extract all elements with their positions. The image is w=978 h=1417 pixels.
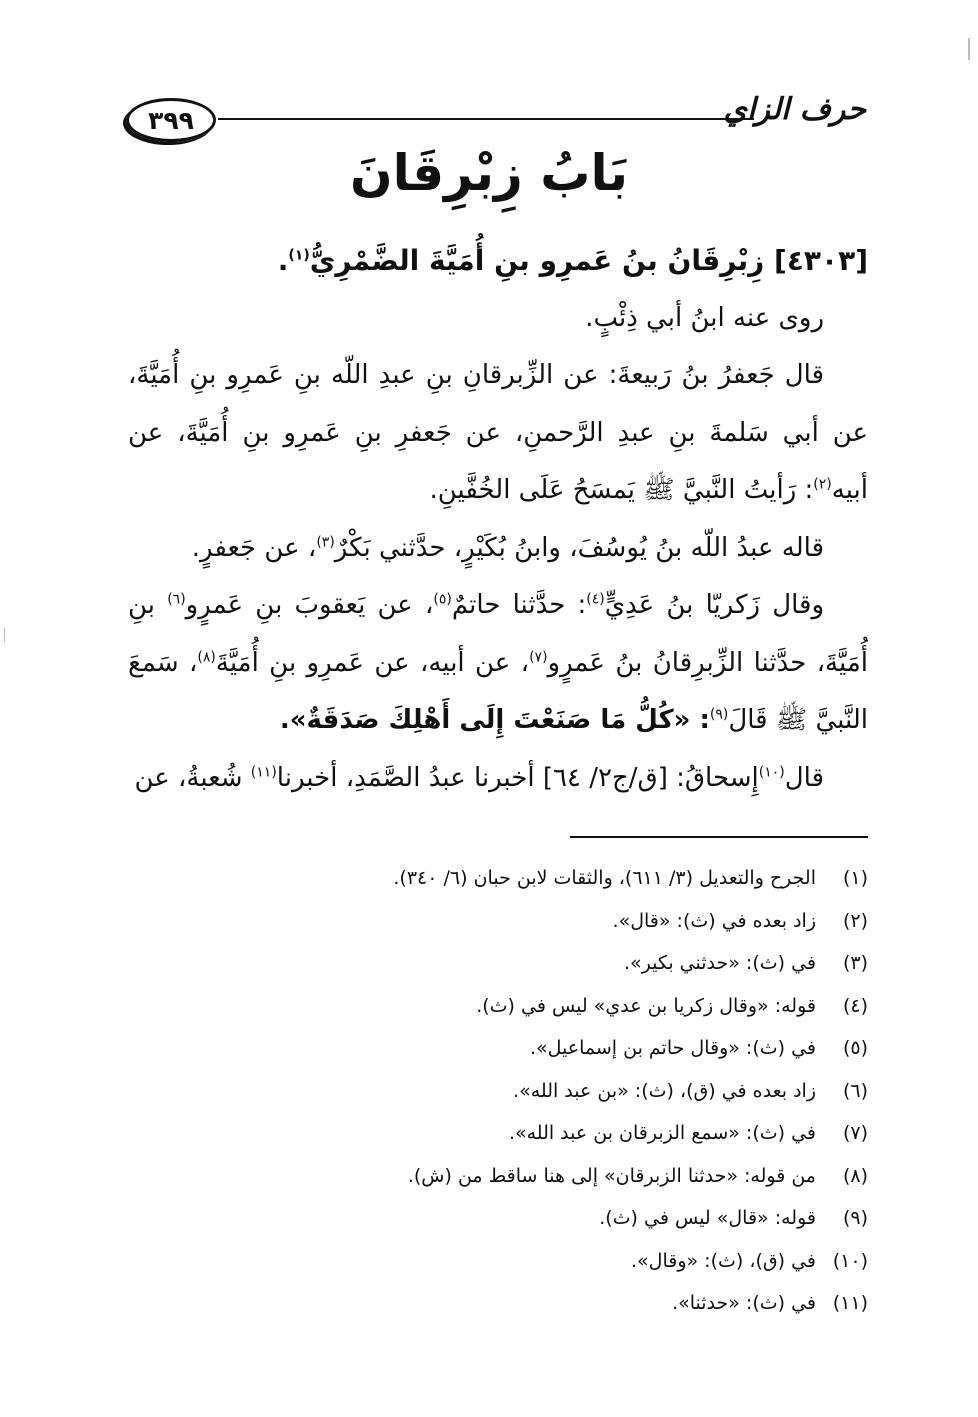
footnote-ref-8: (٨): [197, 648, 216, 665]
footnote-number: (٦): [842, 1079, 868, 1102]
paragraph-4-text-c: ، عن يَعقوبَ بنِ عَمرٍو: [185, 590, 434, 620]
footnote: [128, 857, 868, 900]
chapter-title: بَابُ زِبْرِقَانَ: [349, 144, 629, 202]
footnote-text: زاد بعده في (ق)، (ث): «بن عبد الله».: [513, 1079, 816, 1102]
paragraph-5-text-a: قال: [784, 762, 824, 793]
footnote: [128, 1112, 868, 1155]
footnote-text: في (ث): «وقال حاتم بن إسماعيل».: [529, 1037, 816, 1059]
paragraph-3: [128, 520, 868, 578]
entry-heading: [128, 232, 868, 290]
entry-heading-end: .: [277, 244, 289, 277]
paragraph-4-text-e: ، عن أبيه، عن عَمرِو بنِ أُمَيَّةَ: [215, 647, 530, 678]
footnote: [128, 985, 868, 1028]
entry-heading-text: [٤٣٠٣] زِبْرِقَانُ بنُ عَمرِو بنِ أُمَيَّةَ الضَّمْرِيُّ: [309, 244, 868, 277]
footnote-number: (٥): [842, 1037, 868, 1059]
paragraph-4: [128, 577, 868, 750]
main-text: [128, 232, 868, 807]
footnote-number: (١٠): [832, 1249, 868, 1272]
footnote: [128, 1070, 868, 1113]
footnote: [128, 1282, 868, 1325]
footnote: [128, 942, 868, 985]
footnote-number: (٧): [842, 1122, 868, 1144]
footnote: [128, 1197, 868, 1240]
paragraph-5: [128, 750, 868, 808]
paragraph-2-text: قال جَعفرُ بنُ رَبيعةَ: عن الزِّبرقانِ بنِ عبدِ اللّه بنِ عَمرِو بنِ أُمَيَّةَ، عن أبي سَلمةَ بنِ عبدِ الرَّحمنِ، عن جَعفرِ بنِ عَمرِو بنِ أُمَيَّةَ، عن أبيه: [128, 360, 868, 505]
margin-mark-left: [4, 628, 5, 642]
footnote-ref-11: (١١): [250, 763, 277, 780]
footnote-ref-1: (١): [288, 247, 310, 264]
paragraph-3-text-end: ، عن جَعفرٍ.: [191, 532, 317, 563]
footnote-ref-2: (٢): [813, 476, 832, 493]
running-title: حرف الزاي: [723, 92, 866, 127]
paragraph-2-text-end: : رَأيتُ النَّبيَّ ﷺ يَمسَحُ عَلَى الخُفَّينِ.: [429, 475, 814, 505]
footnote-number: (١): [842, 867, 868, 889]
footnote: [128, 1155, 868, 1198]
footnote: [128, 1240, 868, 1283]
footnote-text: قوله: «وقال زكريا بن عدي» ليس في (ث).: [476, 994, 816, 1017]
paragraph-2: [128, 347, 868, 520]
footnote-number: (٤): [842, 994, 868, 1017]
footnote-text: الجرح والتعديل (٣/ ٦١١)، والثقات لابن حبان (٦/ ٣٤٠).: [393, 867, 816, 889]
footnote-text: من قوله: «حدثنا الزبرقان» إلى هنا ساقط من (ش).: [407, 1164, 816, 1187]
footnote: [128, 900, 868, 943]
paragraph-3-text: قاله عبدُ اللّه بنُ يُوسُفَ، وابنُ بُكَيْرٍ، حدَّثني بَكْرٌ: [334, 532, 824, 563]
paragraph-5-text-c: شُعبةُ، عن: [134, 762, 251, 793]
footnote-ref-10: (١٠): [758, 763, 785, 780]
footnote-ref-4: (٤): [586, 591, 605, 608]
footnote-text: زاد بعده في (ث): «قال».: [612, 909, 816, 932]
footnote-number: (١١): [832, 1292, 868, 1314]
footnote-ref-3: (٣): [316, 533, 335, 550]
footnote-ref-9: (٩): [709, 706, 729, 723]
margin-mark-right: [968, 38, 970, 60]
footnote-ref-5: (٥): [433, 591, 452, 608]
footnote-number: (٢): [842, 909, 868, 932]
paragraph-5-text-b: إِسحاقُ: [ق/ج٢/ ٦٤] أخبرنا عبدُ الصَّمَدِ، أخبرنا: [276, 762, 759, 793]
page-number: ٣٩٩: [126, 98, 216, 142]
footnote: [128, 1027, 868, 1070]
footnote-ref-7: (٧): [529, 648, 548, 665]
page-header: [126, 92, 866, 146]
paragraph-4-text-d: بنِ أُمَيَّةَ، حدَّثنا الزِّبرِقانُ بنُ عَمرٍو: [128, 590, 868, 678]
hadith-quote: : «كُلُّ مَا صَنَعْتَ إِلَى أَهْلِكَ صَدَقَةٌ».: [279, 705, 710, 735]
paragraph-1: روى عنه ابنُ أبي ذِئْبٍ.: [585, 302, 824, 333]
footnote-number: (٣): [842, 952, 868, 974]
footnotes: [128, 857, 868, 1325]
header-rule: [218, 118, 754, 120]
paragraph-4-text-b: : حدَّثنا حاتمٌ: [451, 590, 587, 620]
paragraph-4-text-f: ، سَمعَ النَّبيَّ ﷺ قَالَ: [128, 647, 868, 735]
footnote-ref-6: (٦): [167, 591, 186, 608]
footnote-text: قوله: «قال» ليس في (ث).: [599, 1207, 816, 1229]
paragraph-4-text-a: وقال زَكريّا بنُ عَدِيٍّ: [604, 590, 824, 620]
footnote-number: (٨): [842, 1164, 868, 1187]
footnote-text: في (ث): «سمع الزبرقان بن عبد الله».: [508, 1122, 816, 1144]
footnote-text: في (ث): «حدثنا».: [672, 1292, 816, 1314]
footnote-number: (٩): [842, 1207, 868, 1229]
footnote-text: في (ث): «حدثني بكير».: [623, 952, 816, 974]
footnote-text: في (ق)، (ث): «وقال».: [631, 1249, 816, 1272]
footnote-separator: [570, 836, 868, 838]
